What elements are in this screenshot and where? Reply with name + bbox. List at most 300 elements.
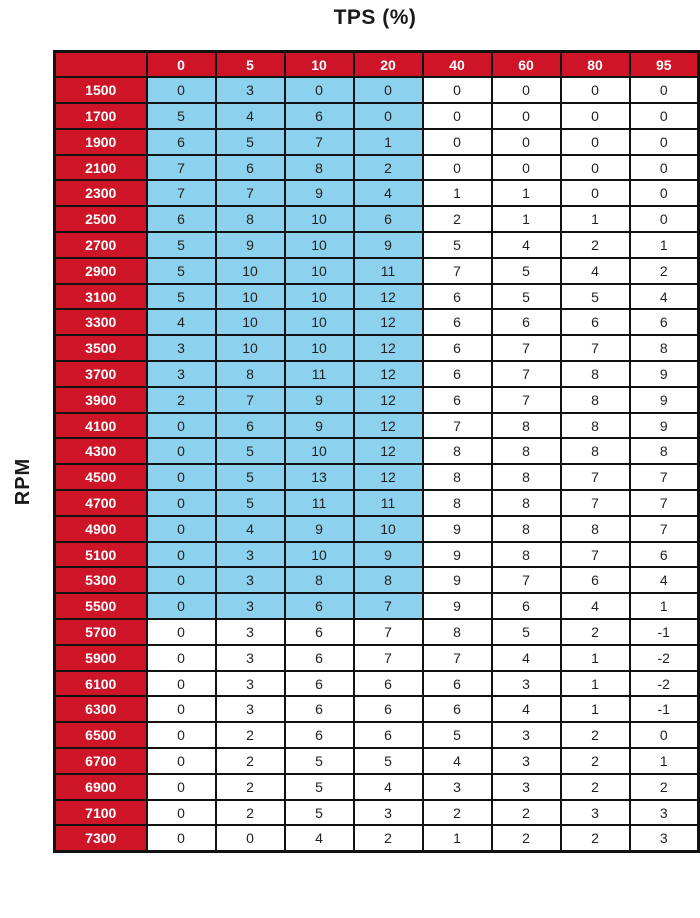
table-row: [55, 387, 699, 413]
rpm-row-header: 5700: [55, 619, 147, 645]
value-cell: 8: [423, 464, 492, 490]
value-cell: 4: [354, 180, 423, 206]
value-cell: 0: [492, 77, 561, 103]
value-cell: 0: [147, 593, 216, 619]
header-row: [55, 52, 699, 78]
value-cell: 4: [285, 825, 354, 851]
value-cell: 4: [630, 284, 699, 310]
rpm-row-header: 2700: [55, 232, 147, 258]
value-cell: 10: [285, 206, 354, 232]
table-row: [55, 645, 699, 671]
value-cell: 2: [216, 800, 285, 826]
value-cell: 9: [354, 542, 423, 568]
value-cell: 0: [492, 103, 561, 129]
value-cell: 1: [561, 671, 630, 697]
value-cell: 0: [147, 800, 216, 826]
value-cell: 9: [354, 232, 423, 258]
value-cell: 8: [561, 438, 630, 464]
value-cell: 7: [492, 361, 561, 387]
value-cell: 0: [561, 77, 630, 103]
value-cell: 10: [354, 516, 423, 542]
rpm-row-header: 6100: [55, 671, 147, 697]
value-cell: 5: [285, 800, 354, 826]
value-cell: 4: [423, 748, 492, 774]
value-cell: 1: [561, 696, 630, 722]
value-cell: 5: [147, 232, 216, 258]
value-cell: 7: [216, 180, 285, 206]
value-cell: 0: [147, 490, 216, 516]
table-row: [55, 206, 699, 232]
rpm-axis-label-container: [0, 50, 48, 912]
tps-column-header: 60: [492, 52, 561, 78]
value-cell: 2: [561, 722, 630, 748]
value-cell: 11: [285, 490, 354, 516]
rpm-row-header: 4300: [55, 438, 147, 464]
value-cell: 3: [147, 361, 216, 387]
value-cell: 0: [285, 77, 354, 103]
value-cell: 8: [561, 361, 630, 387]
table-row: [55, 748, 699, 774]
value-cell: 6: [285, 619, 354, 645]
value-cell: 10: [216, 284, 285, 310]
tps-column-header: 5: [216, 52, 285, 78]
value-cell: -2: [630, 671, 699, 697]
value-cell: 5: [216, 490, 285, 516]
rpm-row-header: 7300: [55, 825, 147, 851]
value-cell: 5: [492, 619, 561, 645]
value-cell: 6: [423, 335, 492, 361]
value-cell: 2: [216, 722, 285, 748]
value-cell: 6: [630, 309, 699, 335]
value-cell: 10: [285, 335, 354, 361]
value-cell: 0: [147, 619, 216, 645]
value-cell: 6: [423, 387, 492, 413]
table-body: [55, 77, 699, 851]
value-cell: 0: [630, 77, 699, 103]
value-cell: 8: [423, 619, 492, 645]
value-cell: 1: [423, 825, 492, 851]
corner-cell: [55, 52, 147, 78]
value-cell: 4: [492, 696, 561, 722]
value-cell: 3: [216, 645, 285, 671]
value-cell: 5: [423, 722, 492, 748]
table-row: [55, 103, 699, 129]
value-cell: 9: [630, 387, 699, 413]
rpm-row-header: 3300: [55, 309, 147, 335]
value-cell: 0: [423, 103, 492, 129]
value-cell: 6: [423, 309, 492, 335]
table-row: [55, 593, 699, 619]
value-cell: 9: [285, 180, 354, 206]
value-cell: 7: [423, 645, 492, 671]
value-cell: 6: [492, 309, 561, 335]
value-cell: 5: [354, 748, 423, 774]
value-cell: 3: [216, 619, 285, 645]
value-cell: 2: [561, 232, 630, 258]
value-cell: 10: [285, 232, 354, 258]
value-cell: 5: [147, 284, 216, 310]
value-cell: 9: [285, 413, 354, 439]
rpm-row-header: 2100: [55, 155, 147, 181]
value-cell: 6: [423, 361, 492, 387]
value-cell: 11: [354, 490, 423, 516]
value-cell: 4: [630, 567, 699, 593]
value-cell: 5: [285, 748, 354, 774]
value-cell: 9: [216, 232, 285, 258]
rpm-row-header: 5300: [55, 567, 147, 593]
table-row: [55, 361, 699, 387]
value-cell: 6: [423, 671, 492, 697]
rpm-row-header: 3500: [55, 335, 147, 361]
value-cell: 9: [630, 413, 699, 439]
value-cell: 7: [630, 490, 699, 516]
value-cell: 1: [561, 206, 630, 232]
value-cell: 2: [216, 774, 285, 800]
value-cell: 0: [630, 155, 699, 181]
table-row: [55, 619, 699, 645]
value-cell: 3: [423, 774, 492, 800]
value-cell: 8: [561, 516, 630, 542]
value-cell: 0: [561, 103, 630, 129]
rpm-row-header: 5900: [55, 645, 147, 671]
tps-column-header: 10: [285, 52, 354, 78]
value-cell: 7: [354, 593, 423, 619]
value-cell: 5: [492, 284, 561, 310]
value-cell: 0: [423, 155, 492, 181]
value-cell: 3: [354, 800, 423, 826]
value-cell: 6: [147, 129, 216, 155]
value-cell: 3: [492, 722, 561, 748]
rpm-row-header: 2900: [55, 258, 147, 284]
value-cell: 4: [147, 309, 216, 335]
value-cell: 11: [285, 361, 354, 387]
table-row: [55, 180, 699, 206]
value-cell: 2: [492, 825, 561, 851]
rpm-row-header: 3700: [55, 361, 147, 387]
value-cell: 0: [630, 180, 699, 206]
value-cell: 0: [630, 129, 699, 155]
value-cell: 0: [147, 438, 216, 464]
value-cell: 0: [147, 77, 216, 103]
value-cell: 3: [147, 335, 216, 361]
value-cell: 0: [147, 413, 216, 439]
table-row: [55, 722, 699, 748]
table-row: [55, 567, 699, 593]
value-cell: 4: [561, 258, 630, 284]
value-cell: 2: [354, 155, 423, 181]
value-cell: 2: [354, 825, 423, 851]
value-cell: 2: [561, 825, 630, 851]
rpm-row-header: 4900: [55, 516, 147, 542]
value-cell: 3: [216, 593, 285, 619]
value-cell: 13: [285, 464, 354, 490]
value-cell: 0: [492, 155, 561, 181]
value-cell: 9: [285, 516, 354, 542]
value-cell: 6: [216, 155, 285, 181]
table-row: [55, 155, 699, 181]
value-cell: 7: [561, 542, 630, 568]
value-cell: 3: [216, 671, 285, 697]
value-cell: 2: [561, 774, 630, 800]
value-cell: 2: [630, 774, 699, 800]
value-cell: 8: [561, 387, 630, 413]
value-cell: 7: [354, 619, 423, 645]
value-cell: 1: [492, 180, 561, 206]
value-cell: 3: [216, 696, 285, 722]
value-cell: 8: [630, 335, 699, 361]
value-cell: 6: [561, 567, 630, 593]
value-cell: 0: [147, 542, 216, 568]
rpm-row-header: 7100: [55, 800, 147, 826]
value-cell: 10: [285, 438, 354, 464]
value-cell: 1: [630, 232, 699, 258]
value-cell: 3: [492, 774, 561, 800]
value-cell: 10: [216, 258, 285, 284]
value-cell: 2: [147, 387, 216, 413]
value-cell: 12: [354, 284, 423, 310]
value-cell: 0: [147, 825, 216, 851]
rpm-row-header: 4500: [55, 464, 147, 490]
value-cell: 0: [423, 129, 492, 155]
value-cell: 10: [216, 335, 285, 361]
value-cell: 9: [423, 516, 492, 542]
value-cell: 1: [492, 206, 561, 232]
table-row: [55, 490, 699, 516]
value-cell: 0: [147, 748, 216, 774]
value-cell: 12: [354, 335, 423, 361]
value-cell: 5: [285, 774, 354, 800]
value-cell: 8: [492, 490, 561, 516]
value-cell: 5: [492, 258, 561, 284]
value-cell: 5: [423, 232, 492, 258]
value-cell: 5: [216, 464, 285, 490]
value-cell: 1: [561, 645, 630, 671]
table-row: [55, 825, 699, 851]
tps-column-header: 95: [630, 52, 699, 78]
rpm-row-header: 2500: [55, 206, 147, 232]
value-cell: 0: [147, 696, 216, 722]
tps-column-header: 80: [561, 52, 630, 78]
value-cell: 10: [216, 309, 285, 335]
value-cell: 8: [216, 361, 285, 387]
value-cell: 6: [561, 309, 630, 335]
value-cell: 6: [354, 722, 423, 748]
value-cell: 1: [354, 129, 423, 155]
value-cell: 7: [492, 387, 561, 413]
value-cell: -1: [630, 619, 699, 645]
value-cell: 6: [630, 542, 699, 568]
value-cell: 7: [423, 258, 492, 284]
value-cell: 6: [285, 671, 354, 697]
value-cell: 2: [561, 619, 630, 645]
value-cell: 3: [630, 825, 699, 851]
value-cell: 2: [423, 800, 492, 826]
value-cell: 8: [561, 413, 630, 439]
value-cell: 0: [354, 103, 423, 129]
rpm-row-header: 4100: [55, 413, 147, 439]
value-cell: 3: [216, 542, 285, 568]
value-cell: 1: [630, 593, 699, 619]
rpm-row-header: 1700: [55, 103, 147, 129]
value-cell: 0: [630, 206, 699, 232]
tps-column-header: 20: [354, 52, 423, 78]
value-cell: 9: [423, 567, 492, 593]
value-cell: 12: [354, 387, 423, 413]
value-cell: 6: [285, 103, 354, 129]
value-cell: 6: [492, 593, 561, 619]
rpm-row-header: 1900: [55, 129, 147, 155]
table-row: [55, 671, 699, 697]
value-cell: 10: [285, 309, 354, 335]
value-cell: 3: [216, 567, 285, 593]
value-cell: 0: [561, 180, 630, 206]
value-cell: 8: [354, 567, 423, 593]
value-cell: 8: [630, 438, 699, 464]
value-cell: 7: [492, 567, 561, 593]
value-cell: 3: [561, 800, 630, 826]
value-cell: 0: [561, 129, 630, 155]
value-cell: 6: [285, 722, 354, 748]
value-cell: 11: [354, 258, 423, 284]
table-row: [55, 542, 699, 568]
table-row: [55, 77, 699, 103]
value-cell: 9: [423, 542, 492, 568]
value-cell: 7: [630, 516, 699, 542]
value-cell: 0: [147, 774, 216, 800]
value-cell: 4: [354, 774, 423, 800]
value-cell: 0: [354, 77, 423, 103]
value-cell: 6: [423, 284, 492, 310]
value-cell: 8: [423, 490, 492, 516]
value-cell: 7: [147, 155, 216, 181]
value-cell: 3: [216, 77, 285, 103]
value-cell: 7: [354, 645, 423, 671]
value-cell: 6: [285, 593, 354, 619]
value-cell: 5: [147, 103, 216, 129]
table-row: [55, 516, 699, 542]
table-row: [55, 309, 699, 335]
value-cell: 4: [216, 516, 285, 542]
rpm-row-header: 6300: [55, 696, 147, 722]
value-cell: 6: [423, 696, 492, 722]
chart-title: TPS (%): [333, 6, 417, 29]
value-cell: 9: [630, 361, 699, 387]
value-cell: 4: [492, 645, 561, 671]
value-cell: 12: [354, 464, 423, 490]
value-cell: 2: [630, 258, 699, 284]
value-cell: 4: [216, 103, 285, 129]
value-cell: 0: [147, 722, 216, 748]
value-cell: 7: [492, 335, 561, 361]
value-cell: -2: [630, 645, 699, 671]
rpm-row-header: 5100: [55, 542, 147, 568]
value-cell: 6: [147, 206, 216, 232]
value-cell: 12: [354, 413, 423, 439]
value-cell: 0: [147, 671, 216, 697]
value-cell: 6: [285, 645, 354, 671]
tps-column-header: 40: [423, 52, 492, 78]
value-cell: 7: [423, 413, 492, 439]
value-cell: 0: [147, 567, 216, 593]
value-cell: 10: [285, 542, 354, 568]
value-cell: 5: [147, 258, 216, 284]
value-cell: 12: [354, 438, 423, 464]
value-cell: 6: [216, 413, 285, 439]
value-cell: 7: [630, 464, 699, 490]
value-cell: -1: [630, 696, 699, 722]
table-row: [55, 438, 699, 464]
value-cell: 0: [147, 516, 216, 542]
value-cell: 5: [216, 129, 285, 155]
table-row: [55, 413, 699, 439]
tps-rpm-table: [53, 50, 700, 853]
rpm-row-header: 3100: [55, 284, 147, 310]
value-cell: 5: [561, 284, 630, 310]
value-cell: 8: [492, 413, 561, 439]
value-cell: 2: [492, 800, 561, 826]
value-cell: 3: [492, 748, 561, 774]
value-cell: 8: [492, 516, 561, 542]
rpm-row-header: 6900: [55, 774, 147, 800]
value-cell: 6: [354, 206, 423, 232]
value-cell: 8: [216, 206, 285, 232]
rpm-axis-label: RPM: [12, 457, 35, 505]
value-cell: 2: [423, 206, 492, 232]
value-cell: 7: [285, 129, 354, 155]
value-cell: 2: [216, 748, 285, 774]
table-row: [55, 232, 699, 258]
value-cell: 4: [492, 232, 561, 258]
table-row: [55, 258, 699, 284]
tps-column-header: 0: [147, 52, 216, 78]
value-cell: 0: [147, 645, 216, 671]
value-cell: 0: [630, 103, 699, 129]
value-cell: 7: [561, 490, 630, 516]
value-cell: 8: [492, 464, 561, 490]
value-cell: 8: [492, 542, 561, 568]
value-cell: 9: [285, 387, 354, 413]
rpm-row-header: 4700: [55, 490, 147, 516]
table-row: [55, 774, 699, 800]
value-cell: 7: [216, 387, 285, 413]
value-cell: 6: [285, 696, 354, 722]
value-cell: 8: [492, 438, 561, 464]
value-cell: 7: [147, 180, 216, 206]
table-row: [55, 129, 699, 155]
rpm-row-header: 3900: [55, 387, 147, 413]
table-row: [55, 335, 699, 361]
value-cell: 7: [561, 464, 630, 490]
value-cell: 5: [216, 438, 285, 464]
rpm-row-header: 6500: [55, 722, 147, 748]
rpm-row-header: 1500: [55, 77, 147, 103]
value-cell: 10: [285, 284, 354, 310]
table-row: [55, 800, 699, 826]
rpm-row-header: 6700: [55, 748, 147, 774]
value-cell: 12: [354, 361, 423, 387]
value-cell: 4: [561, 593, 630, 619]
value-cell: 3: [492, 671, 561, 697]
value-cell: 1: [630, 748, 699, 774]
value-cell: 8: [423, 438, 492, 464]
value-cell: 10: [285, 258, 354, 284]
value-cell: 0: [492, 129, 561, 155]
value-cell: 1: [423, 180, 492, 206]
value-cell: 6: [354, 671, 423, 697]
rpm-row-header: 5500: [55, 593, 147, 619]
value-cell: 0: [147, 464, 216, 490]
value-cell: 6: [354, 696, 423, 722]
